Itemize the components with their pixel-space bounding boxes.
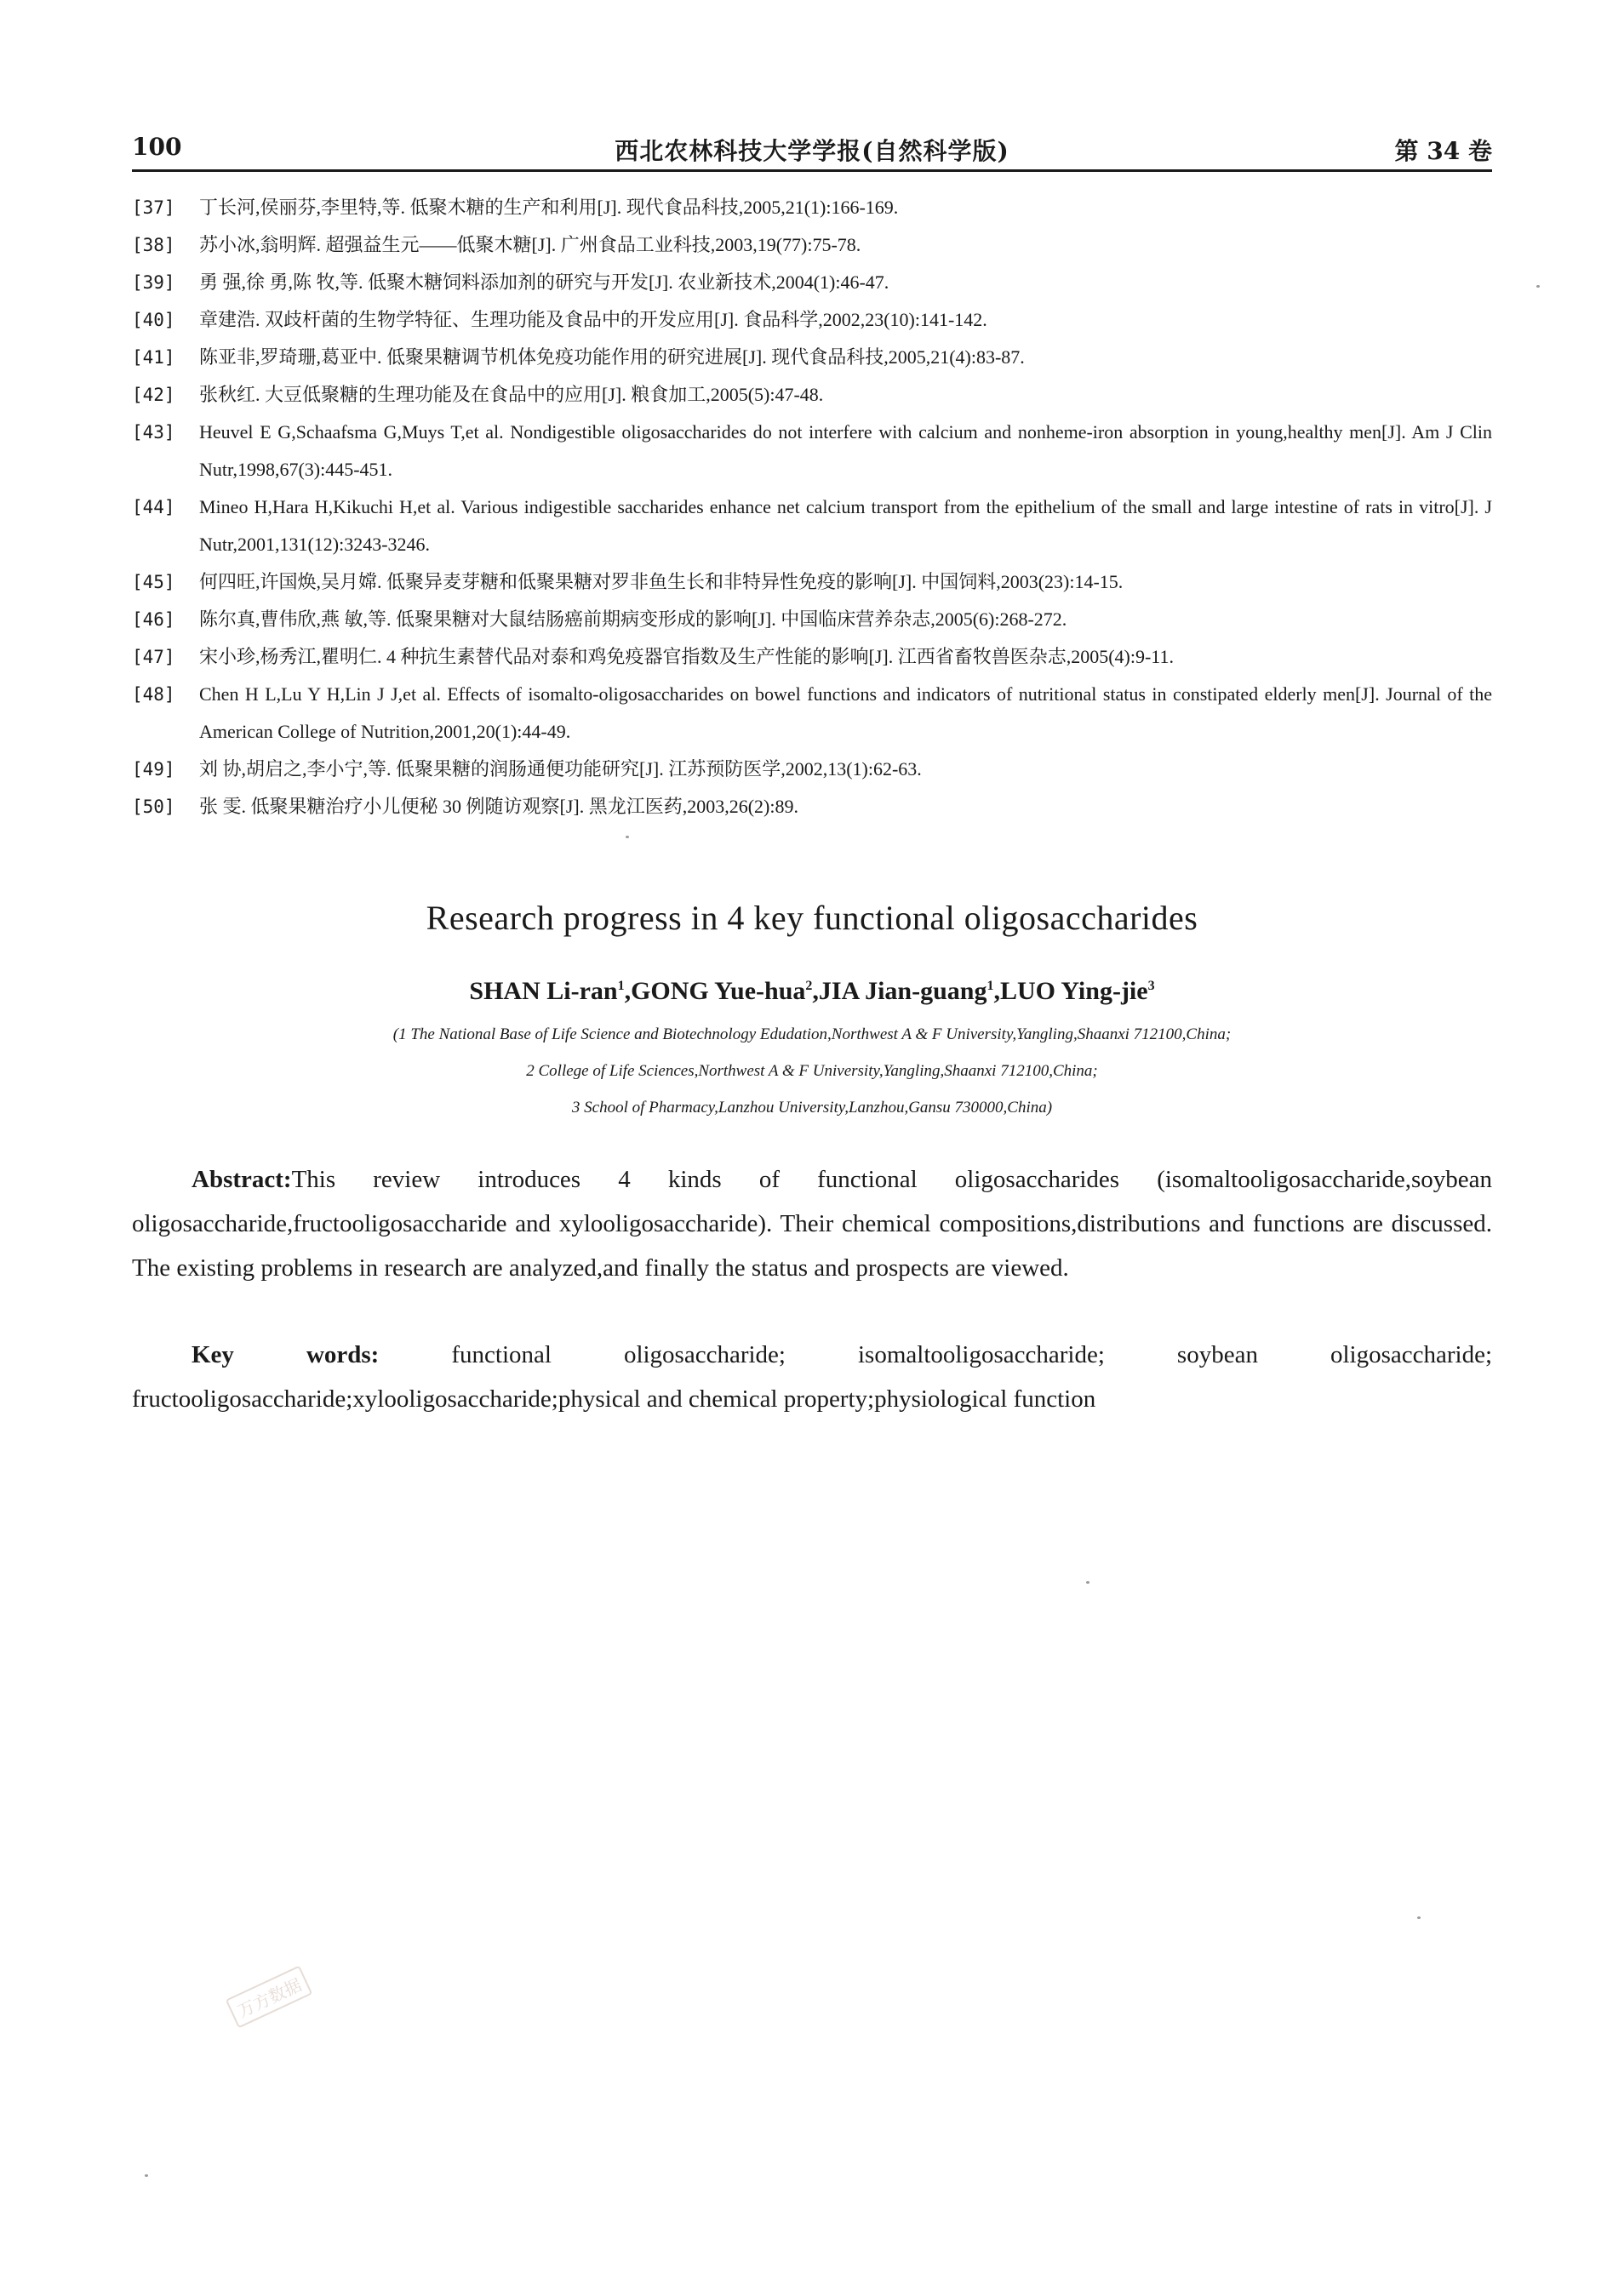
author-list: SHAN Li-ran$^1$,GONG Yue-hua$^2$,JIA Jian-guang$^1$,LUO Ying-jie$^3$ [469,977,1155,1005]
reference-text: 陈亚非,罗琦珊,葛亚中. 低聚果糖调节机体免疫功能作用的研究进展[J]. 现代食品科技,2005,21(4):83-87. [199,346,1025,368]
reference-item [132,488,1492,563]
scan-speck [1536,285,1540,288]
scan-speck [1086,1581,1089,1584]
reference-item [132,301,1492,339]
reference-number: [40] [132,310,175,330]
header-rule [132,169,1492,172]
reference-text: 张秋红. 大豆低聚糖的生理功能及在食品中的应用[J]. 粮食加工,2005(5):47-48. [199,384,824,405]
scan-speck [626,836,629,838]
author-name: GONG Yue-hua [631,977,806,1005]
english-title: Research progress in 4 key functional oligosaccharides [426,899,1198,937]
page-number: 100 [132,133,182,161]
reference-text: Mineo H,Hara H,Kikuchi H,et al. Various indigestible saccharides enhance net calcium transport from the epithelium of the small and large intestine of rats in vitro[J]. J Nutr,2001,131(12):3243-3246. [199,496,1492,555]
keywords-label: Key words: [192,1341,380,1368]
reference-text: 张 雯. 低聚果糖治疗小儿便秘 30 例随访观察[J]. 黑龙江医药,2003,26(2):89. [199,796,798,817]
reference-text: 苏小冰,翁明辉. 超强益生元——低聚木糖[J]. 广州食品工业科技,2003,19(77):75-78. [199,234,861,255]
affiliation-line: 3 School of Pharmacy,Lanzhou University,Lanzhou,Gansu 730000,China) [571,1099,1053,1117]
reference-item [132,601,1492,638]
reference-item [132,788,1492,825]
reference-text: 何四旺,许国焕,吴月嫦. 低聚异麦芽糖和低聚果糖对罗非鱼生长和非特异性免疫的影响[J]. 中国饲料,2003(23):14-15. [199,571,1124,592]
keywords-text: functional oligosaccharide; isomaltooligosaccharide; soybean oligosaccharide; fructooligosaccharide;xylooligosaccharide;physical and chemical property;physiological function [132,1341,1492,1413]
reference-item [132,414,1492,488]
reference-number: [42] [132,385,175,405]
reference-text: Heuvel E G,Schaafsma G,Muys T,et al. Nondigestible oligosaccharides do not interfere with calcium and nonheme-iron absorption in young,healthy men[J]. Am J Clin Nutr,1998,67(3):445-451. [199,421,1492,480]
reference-number: [38] [132,235,175,255]
reference-number: [43] [132,422,175,443]
reference-list [132,189,1492,825]
reference-text: 宋小珍,杨秀江,瞿明仁. 4 种抗生素替代品对泰和鸡免疫器官指数及生产性能的影响[J]. 江西省畜牧兽医杂志,2005(4):9-11. [199,646,1174,667]
reference-number: [49] [132,759,175,780]
reference-item [132,339,1492,376]
reference-number: [37] [132,197,175,218]
keywords-paragraph [132,1333,1492,1421]
reference-item [132,638,1492,676]
reference-number: [44] [132,497,175,517]
scan-speck [145,2174,148,2177]
reference-item [132,226,1492,264]
reference-item [132,264,1492,301]
running-header [132,129,1492,167]
reference-text: 陈尔真,曹伟欣,燕 敏,等. 低聚果糖对大鼠结肠癌前期病变形成的影响[J]. 中国临床营养杂志,2005(6):268-272. [199,608,1067,630]
abstract-paragraph [132,1157,1492,1290]
reference-number: [48] [132,684,175,705]
affiliation-line: 2 College of Life Sciences,Northwest A & F University,Yangling,Shaanxi 712100,China; [526,1062,1098,1080]
affiliation-line: (1 The National Base of Life Science and Biotechnology Edudation,Northwest A & F University,Yangling,Shaanxi 712100,China; [392,1025,1232,1043]
author-name: LUO Ying-jie [999,977,1148,1005]
author-affiliation-mark: 2 [805,979,813,993]
reference-text: 刘 协,胡启之,李小宁,等. 低聚果糖的润肠通便功能研究[J]. 江苏预防医学,2002,13(1):62-63. [199,758,922,780]
reference-item [132,751,1492,788]
reference-text: 章建浩. 双歧杆菌的生物学特征、生理功能及食品中的开发应用[J]. 食品科学,2002,23(10):141-142. [199,309,987,330]
reference-number: [41] [132,347,175,368]
reference-text: Chen H L,Lu Y H,Lin J J,et al. Effects of isomalto-oligosaccharides on bowel functions and indicators of nutritional status in constipated elderly men[J]. Journal of the American College of Nutrition,2001,20(1):44-49. [199,683,1492,742]
reference-text: 勇 强,徐 勇,陈 牧,等. 低聚木糖饲料添加剂的研究与开发[J]. 农业新技术,2004(1):46-47. [199,271,889,293]
author-affiliation-mark: 3 [1147,979,1155,993]
reference-item [132,563,1492,601]
abstract-label: Abstract: [192,1166,292,1193]
author-affiliation-mark: 1 [617,979,625,993]
watermark-text: 万方数据 [226,1965,313,2028]
abstract-text: This review introduces 4 kinds of functional oligosaccharides (isomaltooligosaccharide,soybean oligosaccharide,fructooligosaccharide and xylooligosaccharide). Their chemical compositions,distributions and functions are discussed. The existing problems in research are analyzed,and finally the status and prospects are viewed. [132,1166,1492,1282]
author-name: JIA Jian-guang [818,977,987,1005]
author-name: SHAN Li-ran [469,977,618,1005]
journal-title: 西北农林科技大学学报(自然科学版) [615,137,1009,165]
watermark-logo [226,1965,313,2028]
author-affiliation-mark: 1 [987,979,994,993]
reference-number: [47] [132,647,175,667]
reference-item [132,376,1492,414]
reference-number: [45] [132,572,175,592]
reference-number: [46] [132,609,175,630]
reference-item [132,676,1492,751]
reference-number: [39] [132,272,175,293]
volume-label: 第 34 卷 [1394,137,1492,165]
scan-speck [1417,1916,1421,1919]
reference-item [132,189,1492,226]
reference-number: [50] [132,797,175,817]
reference-text: 丁长河,侯丽芬,李里特,等. 低聚木糖的生产和利用[J]. 现代食品科技,2005,21(1):166-169. [199,197,899,218]
